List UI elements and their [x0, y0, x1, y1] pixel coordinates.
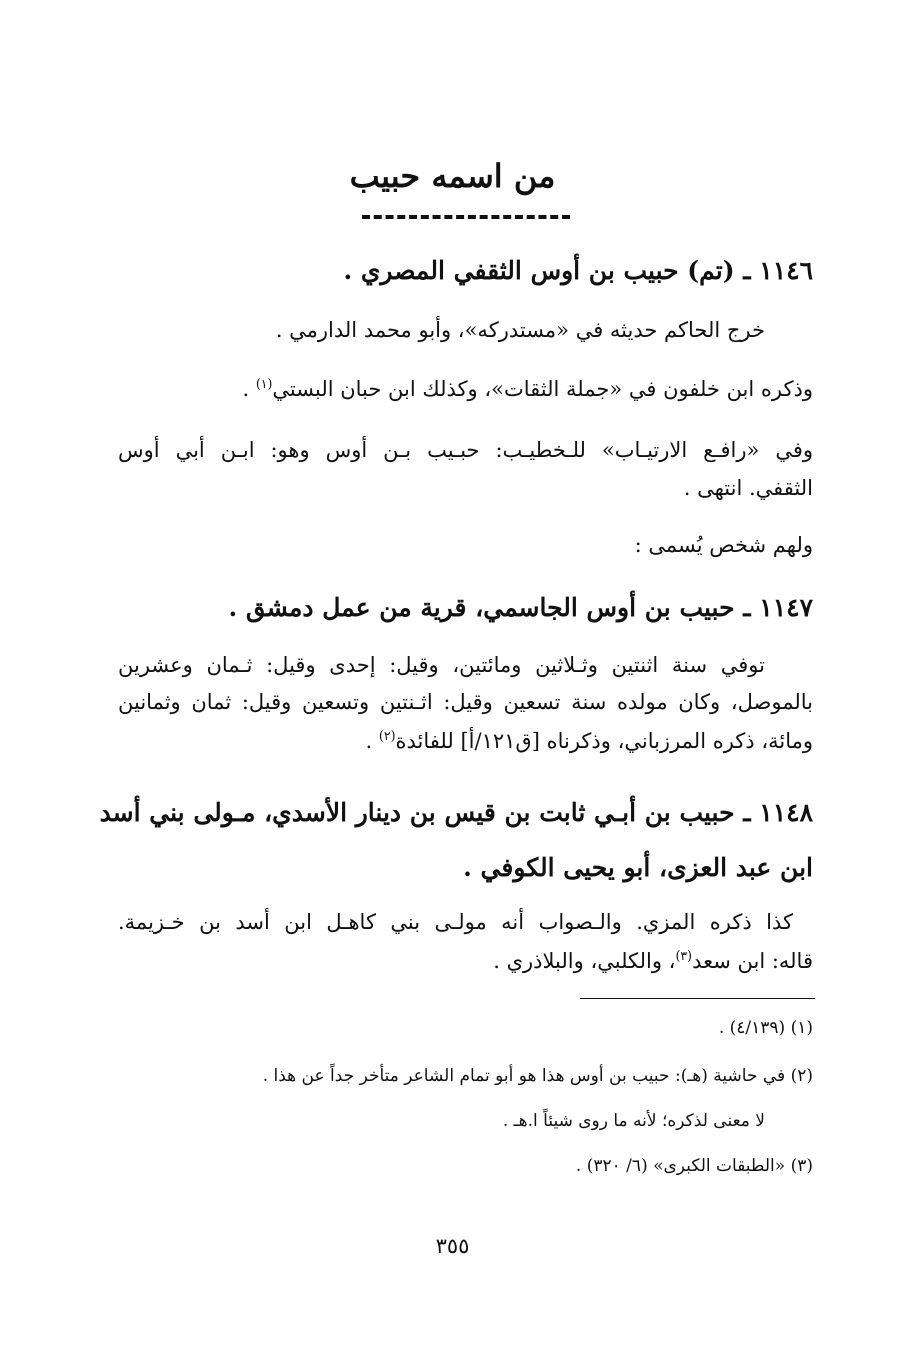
- section-title: من اسمه حبيب: [349, 157, 556, 195]
- footnote-2-continuation: لا معنى لذكره؛ لأنه ما روى شيئاً ا.هـ .: [502, 1111, 765, 1131]
- period: .: [242, 377, 250, 401]
- footnote-ref-3[interactable]: (٣): [675, 948, 693, 963]
- footnote-2: (٢) في حاشية (هـ): حبيب بن أوس هذا هو أبو تمام الشاعر متأخر جداً عن هذا .: [262, 1066, 813, 1086]
- entry-1147-line-2: بالموصل، وكان مولده سنة تسعين وقيل: اثـنتين وتسعين وقيل: ثمان وثمانين: [118, 690, 813, 714]
- footnote-ref-2[interactable]: (٢): [378, 728, 396, 743]
- entry-1147-heading: ١١٤٧ ـ حبيب بن أوس الجاسمي، قرية من عمل دمشق .: [228, 593, 813, 622]
- entry-1148-line-2-text: قاله: ابن سعد: [692, 949, 813, 973]
- entry-1146-line-3: وفي «رافـع الارتيـاب» للـخطيـب: حبـيب بـن أوس وهو: ابـن أبي أوس: [118, 438, 813, 462]
- entry-1148-line-2: [493, 950, 813, 972]
- footnote-3: (٣) «الطبقات الكبرى» (٦/ ٣٢٠) .: [575, 1156, 813, 1176]
- entry-1146-line-1: خرج الحاكم حديثه في «مستدركه»، وأبو محمد الدارمي .: [275, 318, 765, 342]
- entry-1146-line-2: [242, 378, 813, 400]
- entry-1147-line-1: توفي سنة اثنتين وثـلاثين ومائتين، وقيل: إحدى وقيل: ثـمان وعشرين: [118, 653, 765, 677]
- entry-1148-line-2-tail: ، والكلبي، والبلاذري .: [493, 949, 676, 973]
- period: .: [365, 729, 373, 753]
- entry-1146-heading: ١١٤٦ ـ (تم) حبيب بن أوس الثقفي المصري .: [343, 256, 813, 285]
- entry-1148-heading-line-1: ١١٤٨ ـ حبيب بن أبـي ثابت بن قيس بن دينار الأسدي، مـولى بني أسد: [99, 798, 813, 827]
- entry-1147-line-3: [366, 730, 813, 752]
- entry-1147-line-3-text: ومائة، ذكره المرزباني، وذكرناه [ق١٢١/أ] للفائدة: [395, 729, 813, 753]
- footnote-separator: [580, 998, 815, 999]
- entry-1146-line-4: الثقفي. انتهى .: [683, 476, 813, 500]
- page-number: ٣٥٥: [435, 1234, 470, 1258]
- title-underline: [362, 215, 570, 219]
- footnote-1: (١) (٤/١٣٩) .: [718, 1018, 813, 1038]
- entry-1146-line-5: ولهم شخص يُسمى :: [634, 533, 813, 557]
- footnote-ref-1[interactable]: (١): [255, 376, 273, 391]
- entry-1146-line-2-text: وذكره ابن خلفون في «جملة الثقات»، وكذلك ابن حبان البستي: [272, 377, 813, 401]
- entry-1148-line-1: كذا ذكره المزي. والـصواب أنه مولـى بني كاهـل ابن أسد بن خـزيمة.: [118, 910, 793, 934]
- entry-1148-heading-line-2: ابن عبد العزى، أبو يحيى الكوفي .: [463, 853, 813, 882]
